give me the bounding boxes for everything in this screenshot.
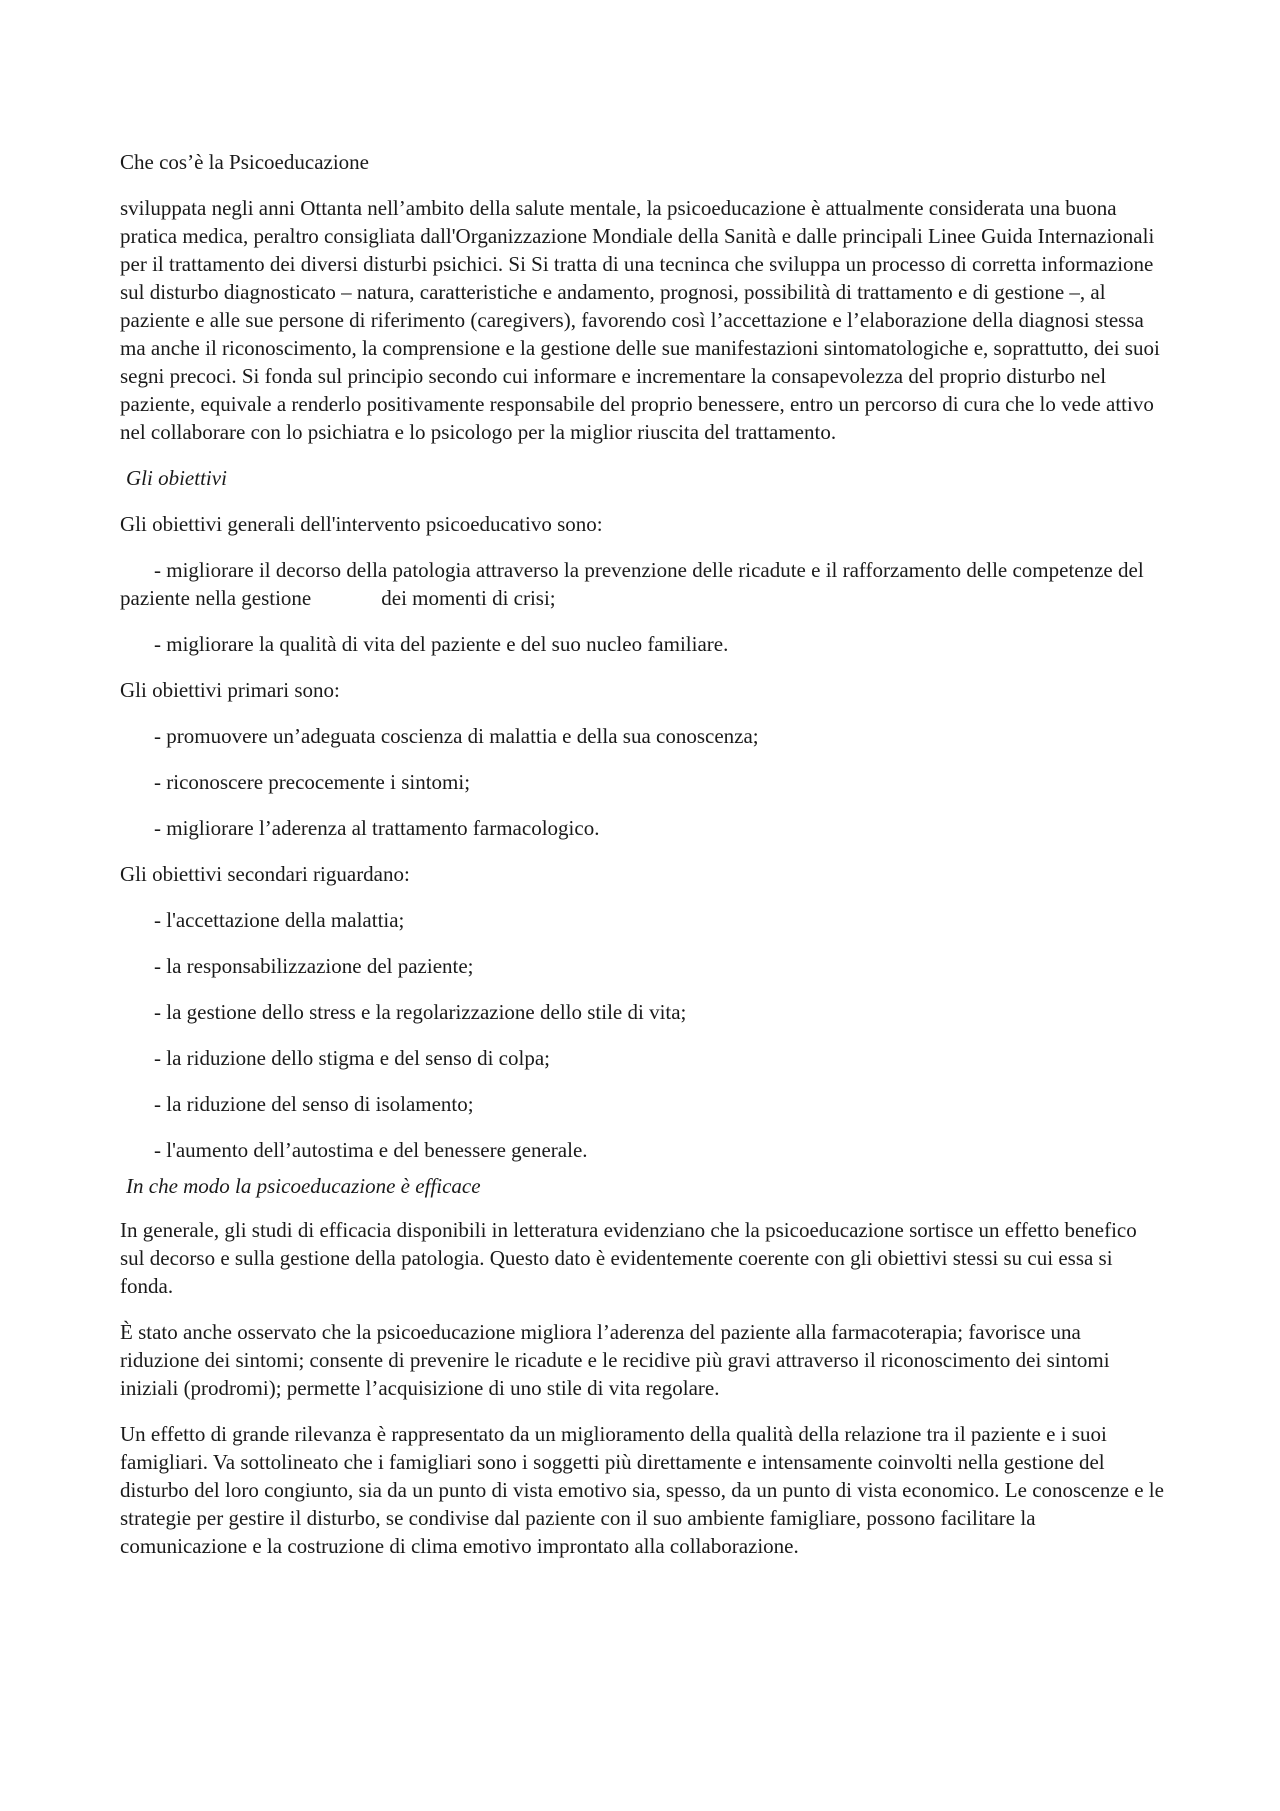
primary-objective-text: - riconoscere precocemente i sintomi; <box>154 770 471 794</box>
secondary-objective-text: - l'aumento dell’autostima e del benessere generale. <box>154 1138 588 1162</box>
general-objective-text-end: dei momenti di crisi; <box>381 586 556 610</box>
primary-objective-text: - migliorare l’aderenza al trattamento farmacologico. <box>154 816 600 840</box>
document-title: Che cos’è la Psicoeducazione <box>120 150 369 174</box>
secondary-objective-text: - la responsabilizzazione del paziente; <box>154 954 474 978</box>
primary-objective-item <box>120 814 1165 842</box>
general-objective-item <box>120 556 1165 612</box>
efficacy-paragraph: Un effetto di grande rilevanza è rappresentato da un miglioramento della qualità della relazione tra il paziente e i suoi famigliari. Va sottolineato che i famigliari sono i soggetti più direttamente e intensamente coinvolti nella gestione del disturbo del loro congiunto, sia da un punto di vista emotivo sia, spesso, da un punto di vista economico. Le conoscenze e le strategie per gestire il disturbo, se condivise dal paziente con il suo ambiente famigliare, possono facilitare la comunicazione e la costruzione di clima emotivo improntato alla collaborazione. <box>120 1422 1164 1558</box>
secondary-objective-text: - la riduzione dello stigma e del senso di colpa; <box>154 1046 550 1070</box>
efficacy-paragraph: È stato anche osservato che la psicoeducazione migliora l’aderenza del paziente alla farmacoterapia; favorisce una riduzione dei sintomi; consente di prevenire le ricadute e le recidive più gravi attraverso il riconoscimento dei sintomi iniziali (prodromi); permette l’acquisizione di uno stile di vita regolare. <box>120 1320 1110 1400</box>
intro-paragraph: sviluppata negli anni Ottanta nell’ambito della salute mentale, la psicoeducazione è attualmente considerata una buona pratica medica, peraltro consigliata dall'Organizzazione Mondiale della Sanità e dalle principali Linee Guida Internazionali per il trattamento dei diversi disturbi psichici. Si Si tratta di una tecninca che sviluppa un processo di corretta informazione sul disturbo diagnosticato – natura, caratteristiche e andamento, prognosi, possibilità di trattamento e di gestione –, al paziente e alle sue persone di riferimento (caregivers), favorendo così l’accettazione e l’elaborazione della diagnosi stessa ma anche il riconoscimento, la comprensione e la gestione delle sue manifestazioni sintomatologiche e, soprattutto, dei suoi segni precoci. Si fonda sul principio secondo cui informare e incrementare la consapevolezza del proprio disturbo nel paziente, equivale a renderlo positivamente responsabile del proprio benessere, entro un percorso di cura che lo vede attivo nel collaborare con lo psichiatra e lo psicologo per la miglior riuscita del trattamento. <box>120 196 1160 444</box>
secondary-objective-item <box>120 1090 1165 1118</box>
primary-objective-item <box>120 768 1165 796</box>
general-objective-text: - migliorare la qualità di vita del paziente e del suo nucleo familiare. <box>154 632 729 656</box>
secondary-objective-text: - l'accettazione della malattia; <box>154 908 405 932</box>
primary-objectives-intro: Gli obiettivi primari sono: <box>120 678 340 702</box>
secondary-objectives-intro: Gli obiettivi secondari riguardano: <box>120 862 410 886</box>
secondary-objective-text: - la gestione dello stress e la regolarizzazione dello stile di vita; <box>154 1000 687 1024</box>
secondary-objective-item <box>120 1136 1165 1164</box>
general-objective-text: - migliorare il decorso della patologia attraverso la prevenzione delle ricadute e il rafforzamento delle competenze del paziente nella gestione <box>120 558 1144 610</box>
objectives-heading: Gli obiettivi <box>126 466 227 490</box>
document-body <box>120 148 1165 1578</box>
secondary-objective-item <box>120 1044 1165 1072</box>
secondary-objective-text: - la riduzione del senso di isolamento; <box>154 1092 474 1116</box>
secondary-objective-item <box>120 906 1165 934</box>
primary-objective-item <box>120 722 1165 750</box>
secondary-objective-item <box>120 952 1165 980</box>
general-objectives-intro: Gli obiettivi generali dell'intervento psicoeducativo sono: <box>120 512 603 536</box>
secondary-objective-item <box>120 998 1165 1026</box>
efficacy-heading: In che modo la psicoeducazione è efficace <box>126 1174 481 1198</box>
general-objective-item <box>120 630 1165 658</box>
efficacy-paragraph: In generale, gli studi di efficacia disponibili in letteratura evidenziano che la psicoeducazione sortisce un effetto benefico sul decorso e sulla gestione della patologia. Questo dato è evidentemente coerente con gli obiettivi stessi su cui essa si fonda. <box>120 1218 1137 1298</box>
primary-objective-text: - promuovere un’adeguata coscienza di malattia e della sua conoscenza; <box>154 724 759 748</box>
